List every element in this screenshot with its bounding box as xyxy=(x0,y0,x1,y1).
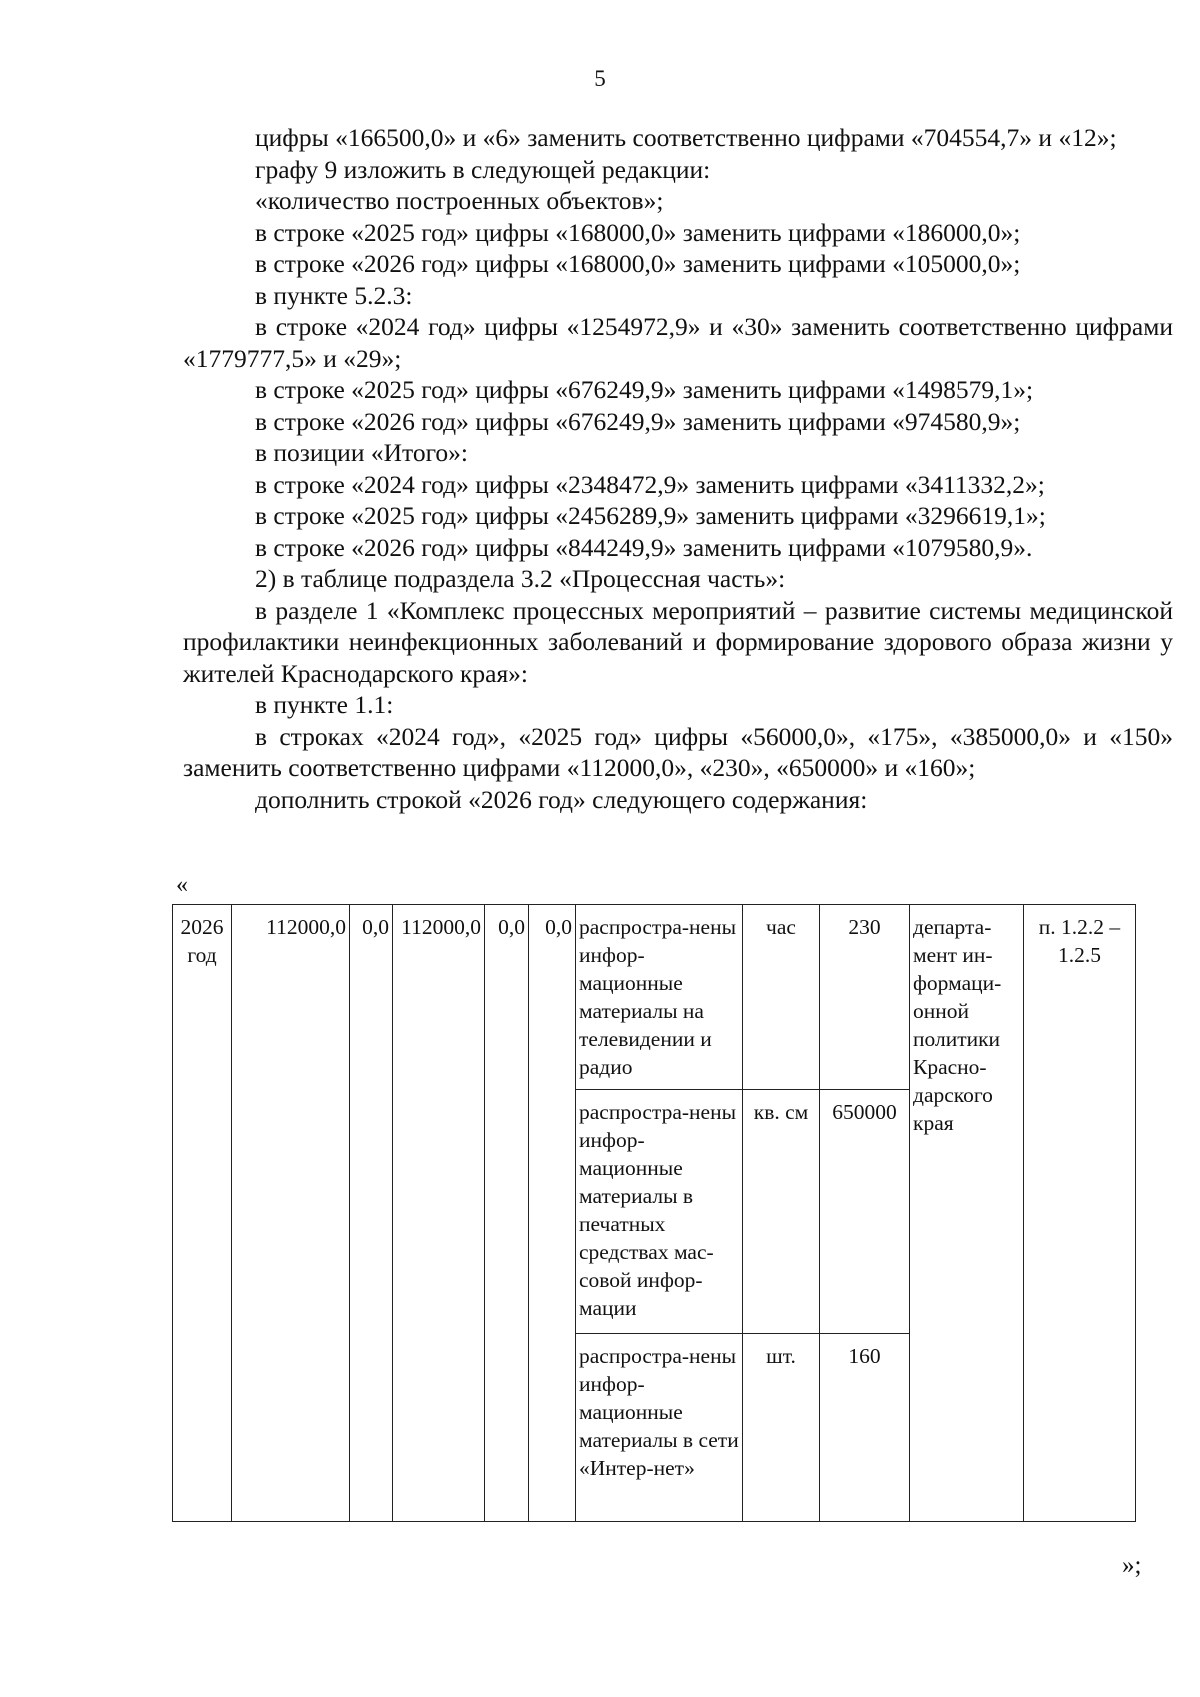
table-row xyxy=(173,905,1136,1090)
indicator-value-cell: 650000 xyxy=(820,1090,910,1334)
executor-cell: департа-мент ин-формаци-онной политики Красно-дарского края xyxy=(910,905,1024,1522)
paragraph: графу 9 изложить в следующей редакции: xyxy=(255,154,711,184)
reference-cell: п. 1.2.2 – 1.2.5 xyxy=(1024,905,1136,1522)
paragraph: в строке «2025 год» цифры «2456289,9» заменить цифрами «3296619,1»; xyxy=(255,501,1046,530)
document-body xyxy=(183,122,1173,815)
paragraph: цифры «166500,0» и «6» заменить соответственно цифрами «704554,7» и «12»; xyxy=(255,123,1117,152)
indicator-value-cell: 160 xyxy=(820,1334,910,1522)
indicator-name-cell: распростра-нены инфор-мационные материалы на телевидении и радио xyxy=(576,905,743,1090)
page-number: 5 xyxy=(594,66,606,91)
paragraph: в строке «2026 год» цифры «676249,9» заменить цифрами «974580,9»; xyxy=(255,406,1021,436)
paragraph: «количество построенных объектов»; xyxy=(255,186,664,215)
paragraph: в строке «2026 год» цифры «844249,9» заменить цифрами «1079580,9». xyxy=(255,532,1033,562)
indicator-name-cell: распростра-нены инфор-мационные материалы в печатных средствах мас-совой инфор-мации xyxy=(576,1090,743,1334)
paragraph: в строке «2025 год» цифры «168000,0» заменить цифрами «186000,0»; xyxy=(255,217,1021,247)
paragraph: в пункте 5.2.3: xyxy=(255,280,413,310)
indicator-value-cell: 230 xyxy=(820,905,910,1090)
paragraph: в пункте 1.1: xyxy=(255,690,394,719)
value-cell: 0,0 xyxy=(485,905,529,1522)
value-cell: 0,0 xyxy=(529,905,576,1522)
indicator-unit-cell: кв. см xyxy=(743,1090,820,1334)
total-cell: 112000,0 xyxy=(232,905,350,1522)
indicator-unit-cell: час xyxy=(743,905,820,1090)
paragraph: в строке «2026 год» цифры «168000,0» заменить цифрами «105000,0»; xyxy=(255,249,1021,278)
paragraph: 2) в таблице подраздела 3.2 «Процессная часть»: xyxy=(255,564,786,593)
year-cell: 2026 год xyxy=(173,905,232,1522)
value-cell: 0,0 xyxy=(350,905,393,1522)
paragraph: в разделе 1 «Комплекс процессных мероприятий – развитие системы медицинской профилактики неинфекционных заболеваний и формирование здорового образа жизни у жителей Краснодарского края»: xyxy=(183,595,1173,688)
paragraph: в строке «2025 год» цифры «676249,9» заменить цифрами «1498579,1»; xyxy=(255,375,1034,404)
paragraph: в строке «2024 год» цифры «1254972,9» и «30» заменить соответственно цифрами «1779777,5» и «29»; xyxy=(183,312,1173,373)
paragraph: дополнить строкой «2026 год» следующего содержания: xyxy=(255,784,868,814)
indicator-name-cell: распростра-нены инфор-мационные материалы в сети «Интер-нет» xyxy=(576,1334,743,1522)
close-quote: »; xyxy=(1122,1552,1142,1579)
paragraph: в позиции «Итого»: xyxy=(255,438,468,467)
indicator-unit-cell: шт. xyxy=(743,1334,820,1522)
inserted-row-table xyxy=(172,904,1136,1522)
paragraph: в строках «2024 год», «2025 год» цифры «56000,0», «175», «385000,0» и «150» заменить соответственно цифрами «112000,0», «230», «650000» и «160»; xyxy=(183,721,1173,782)
paragraph: в строке «2024 год» цифры «2348472,9» заменить цифрами «3411332,2»; xyxy=(255,469,1045,499)
value-cell: 112000,0 xyxy=(393,905,485,1522)
open-quote: « xyxy=(176,872,188,898)
